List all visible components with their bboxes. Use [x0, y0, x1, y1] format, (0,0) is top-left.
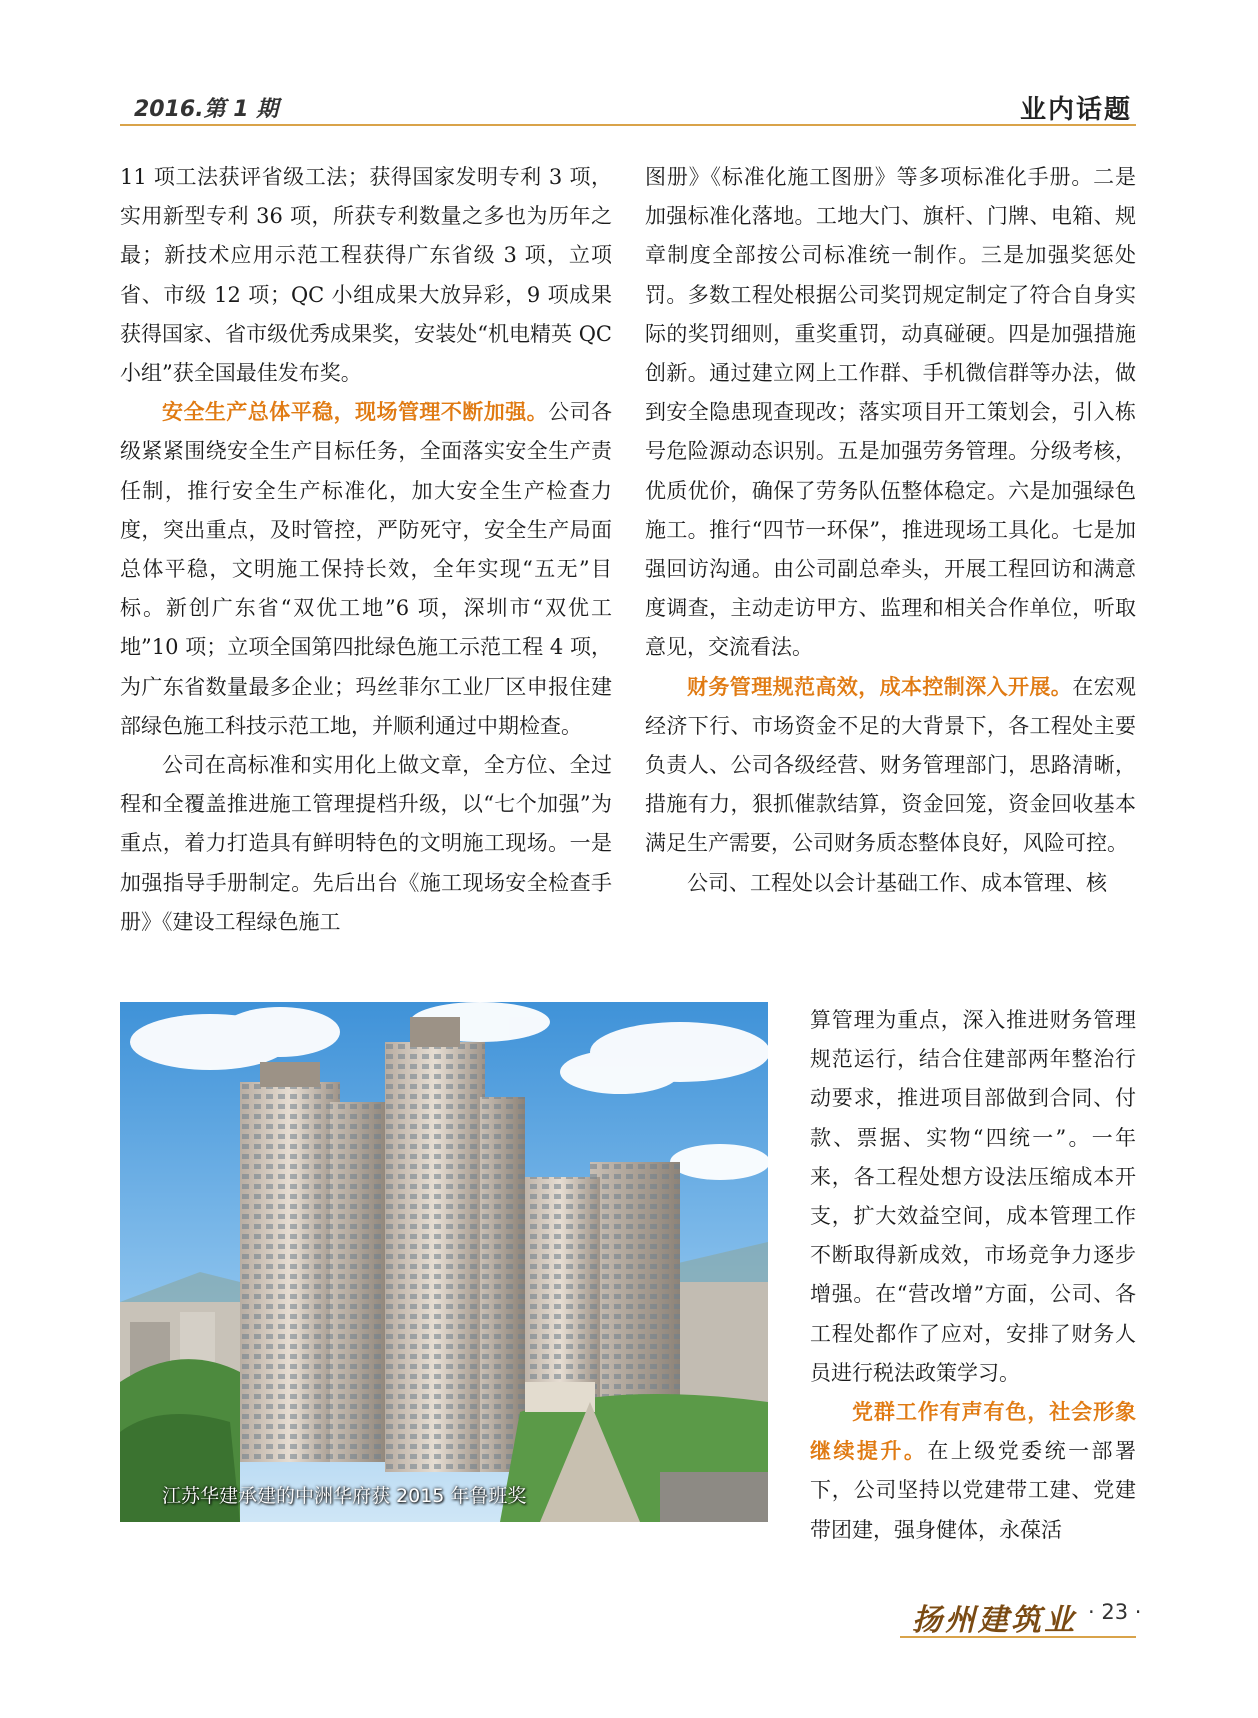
magazine-brand: 扬州建筑业	[912, 1603, 1077, 1638]
paragraph: 图册》《标准化施工图册》等多项标准化手册。二是加强标准化落地。工地大门、旗杆、门牌、电箱、规章制度全部按公司标准统一制作。三是加强奖惩处罚。多数工程处根据公司奖罚规定制定了符合自身实际的奖罚细则，重奖重罚，动真碰硬。四是加强措施创新。通过建立网上工作群、手机微信群等办法，做到安全隐患现查现改；落实项目开工策划会，引入栋号危险源动态识别。五是加强劳务管理。分级考核，优质优价，确保了劳务队伍整体稳定。六是加强绿色施工。推行“四节一环保”，推进现场工具化。七是加强回访沟通。由公司副总牵头，开展工程回访和满意度调查，主动走访甲方、监理和相关合作单位，听取意见，交流看法。	[645, 165, 1136, 660]
paragraph	[645, 668, 1136, 864]
header-divider	[120, 124, 1136, 126]
right-column-lower	[810, 1001, 1136, 1550]
photo-caption: 江苏华建承建的中洲华府获 2015 年鲁班奖	[162, 1485, 527, 1507]
section-heading: 党群工作有声有色，社会形象继续提升。	[810, 1400, 1136, 1464]
building-photo-illustration	[120, 1002, 768, 1522]
paragraph-text: 在上级党委统一部署下，公司坚持以党建带工建、党建带团建，强身健体，永葆活	[810, 1439, 1137, 1542]
footer-divider	[900, 1636, 1136, 1638]
building-photo	[120, 1002, 768, 1522]
paragraph-text: 公司各级紧紧围绕安全生产目标任务，全面落实安全生产责任制，推行安全生产标准化，加大安全生产检查力度，突出重点，及时管控，严防死守，安全生产局面总体平稳，文明施工保持长效，全年实现“五无”目标。新创广东省“双优工地”6 项，深圳市“双优工地”10 项；立项全国第四批绿色施工示范工程 4 项，为广东省数量最多企业；玛丝菲尔工业厂区申报住建部绿色施工科技示范工地，并顺利通过中期检查。	[120, 400, 613, 738]
paragraph	[120, 393, 612, 746]
section-heading: 财务管理规范高效，成本控制深入开展。	[687, 674, 1073, 699]
section-heading: 安全生产总体平稳，现场管理不断加强。	[162, 400, 549, 425]
paragraph: 公司、工程处以会计基础工作、成本管理、核	[687, 870, 1107, 895]
page-number: · 23 ·	[1088, 1600, 1142, 1624]
header-section-title: 业内话题	[1019, 95, 1132, 125]
header-issue: 2016.第 1 期	[134, 97, 279, 122]
right-column	[645, 158, 1136, 903]
paragraph: 11 项工法获评省级工法；获得国家发明专利 3 项，实用新型专利 36 项，所获专利数量之多也为历年之最；新技术应用示范工程获得广东省级 3 项，立项省、市级 12 项；QC 小组成果大放异彩，9 项成果获得国家、省市级优秀成果奖，安装处“机电精英 QC 小组”获全国最佳发布奖。	[120, 165, 612, 386]
paragraph-text: 在宏观经济下行、市场资金不足的大背景下，各工程处主要负责人、公司各级经营、财务管理部门，思路清晰，措施有力，狠抓催款结算，资金回笼，资金回收基本满足生产需要，公司财务质态整体良好，风险可控。	[645, 674, 1137, 856]
paragraph: 算管理为重点，深入推进财务管理规范运行，结合住建部两年整治行动要求，推进项目部做到合同、付款、票据、实物“四统一”。一年来，各工程处想方设法压缩成本开支，扩大效益空间，成本管理工作不断取得新成效，市场竞争力逐步增强。在“营改增”方面，公司、各工程处都作了应对，安排了财务人员进行税法政策学习。	[810, 1008, 1136, 1385]
paragraph: 公司在高标准和实用化上做文章，全方位、全过程和全覆盖推进施工管理提档升级，以“七个加强”为重点，着力打造具有鲜明特色的文明施工现场。一是加强指导手册制定。先后出台《施工现场安全检查手册》《建设工程绿色施工	[120, 753, 612, 934]
paragraph	[810, 1393, 1136, 1550]
left-column	[120, 158, 612, 942]
